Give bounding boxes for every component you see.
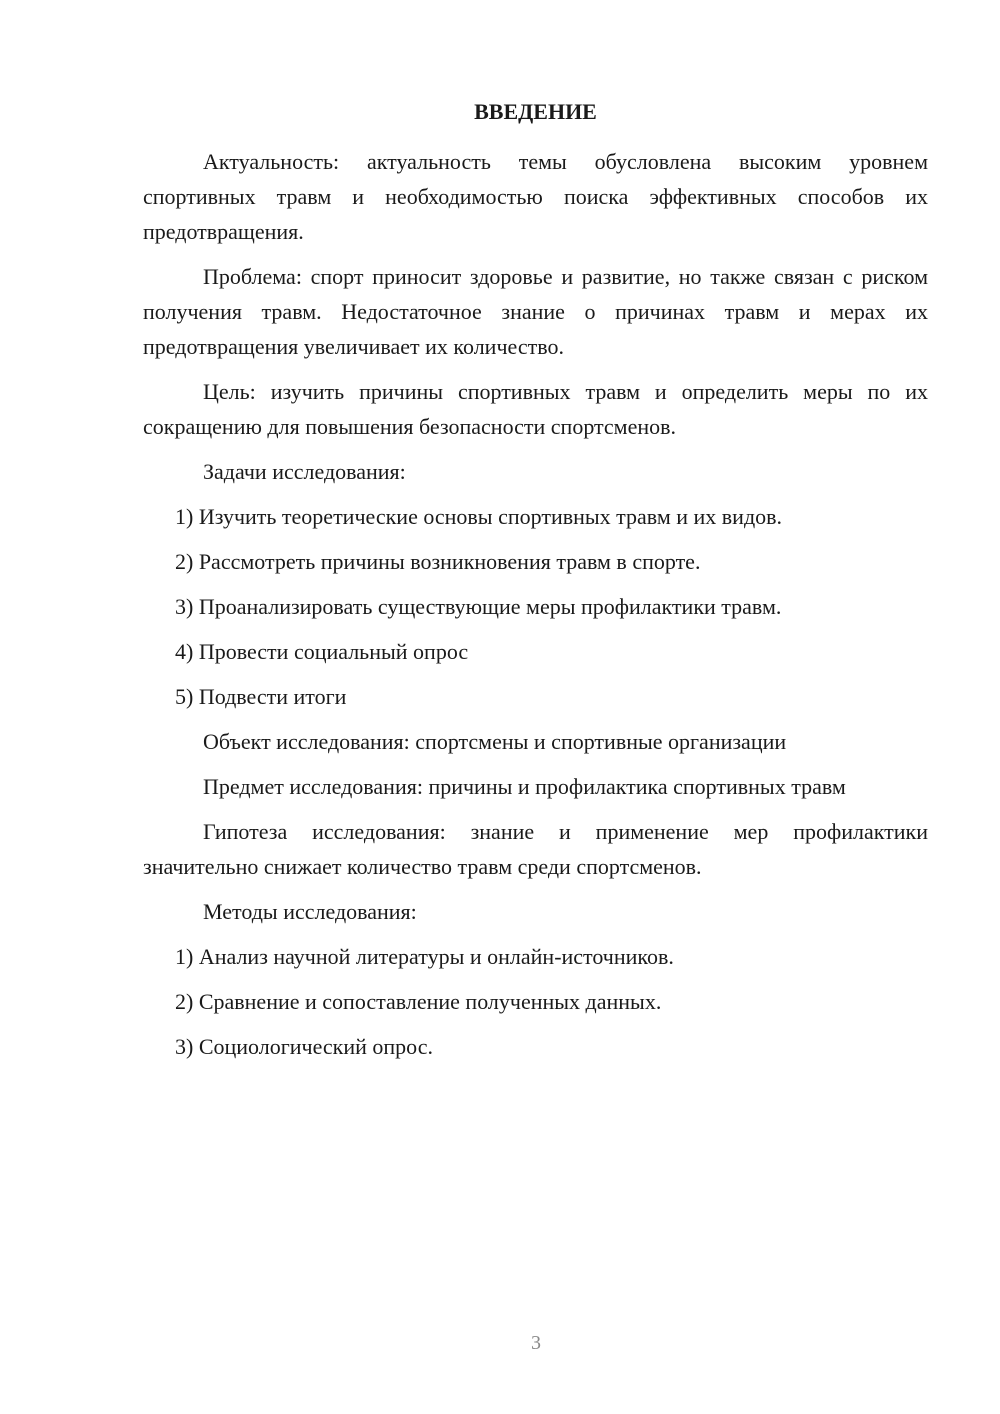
object-paragraph: Объект исследования: спортсмены и спортивные организации <box>203 729 787 754</box>
subject-paragraph: Предмет исследования: причины и профилактика спортивных травм <box>203 774 846 799</box>
method-item: 1) Анализ научной литературы и онлайн-источников. <box>175 944 674 969</box>
relevance-paragraph: Актуальность: актуальность темы обусловлена высоким уровнем спортивных травм и необходимостью поиска эффективных способов их предотвращения. <box>143 149 928 244</box>
methods-title: Методы исследования: <box>203 899 417 924</box>
page-number: 3 <box>531 1332 541 1354</box>
goal-paragraph: Цель: изучить причины спортивных травм и определить меры по их сокращению для повышения безопасности спортсменов. <box>143 379 928 439</box>
task-item: 1) Изучить теоретические основы спортивных травм и их видов. <box>175 504 783 529</box>
task-item: 4) Провести социальный опрос <box>175 639 469 664</box>
section-heading: ВВЕДЕНИЕ <box>474 99 597 124</box>
method-item: 3) Социологический опрос. <box>175 1034 433 1059</box>
page-content <box>143 94 928 1074</box>
task-item: 5) Подвести итоги <box>175 684 347 709</box>
tasks-title: Задачи исследования: <box>203 459 406 484</box>
hypothesis-paragraph: Гипотеза исследования: знание и применение мер профилактики значительно снижает количество травм среди спортсменов. <box>143 819 928 879</box>
tasks-list <box>143 499 928 714</box>
methods-list <box>143 939 928 1064</box>
problem-paragraph: Проблема: спорт приносит здоровье и развитие, но также связан с риском получения травм. Недостаточное знание о причинах травм и мерах их предотвращения увеличивает их количество. <box>143 264 928 359</box>
task-item: 3) Проанализировать существующие меры профилактики травм. <box>175 594 782 619</box>
method-item: 2) Сравнение и сопоставление полученных данных. <box>175 989 662 1014</box>
task-item: 2) Рассмотреть причины возникновения травм в спорте. <box>175 549 701 574</box>
